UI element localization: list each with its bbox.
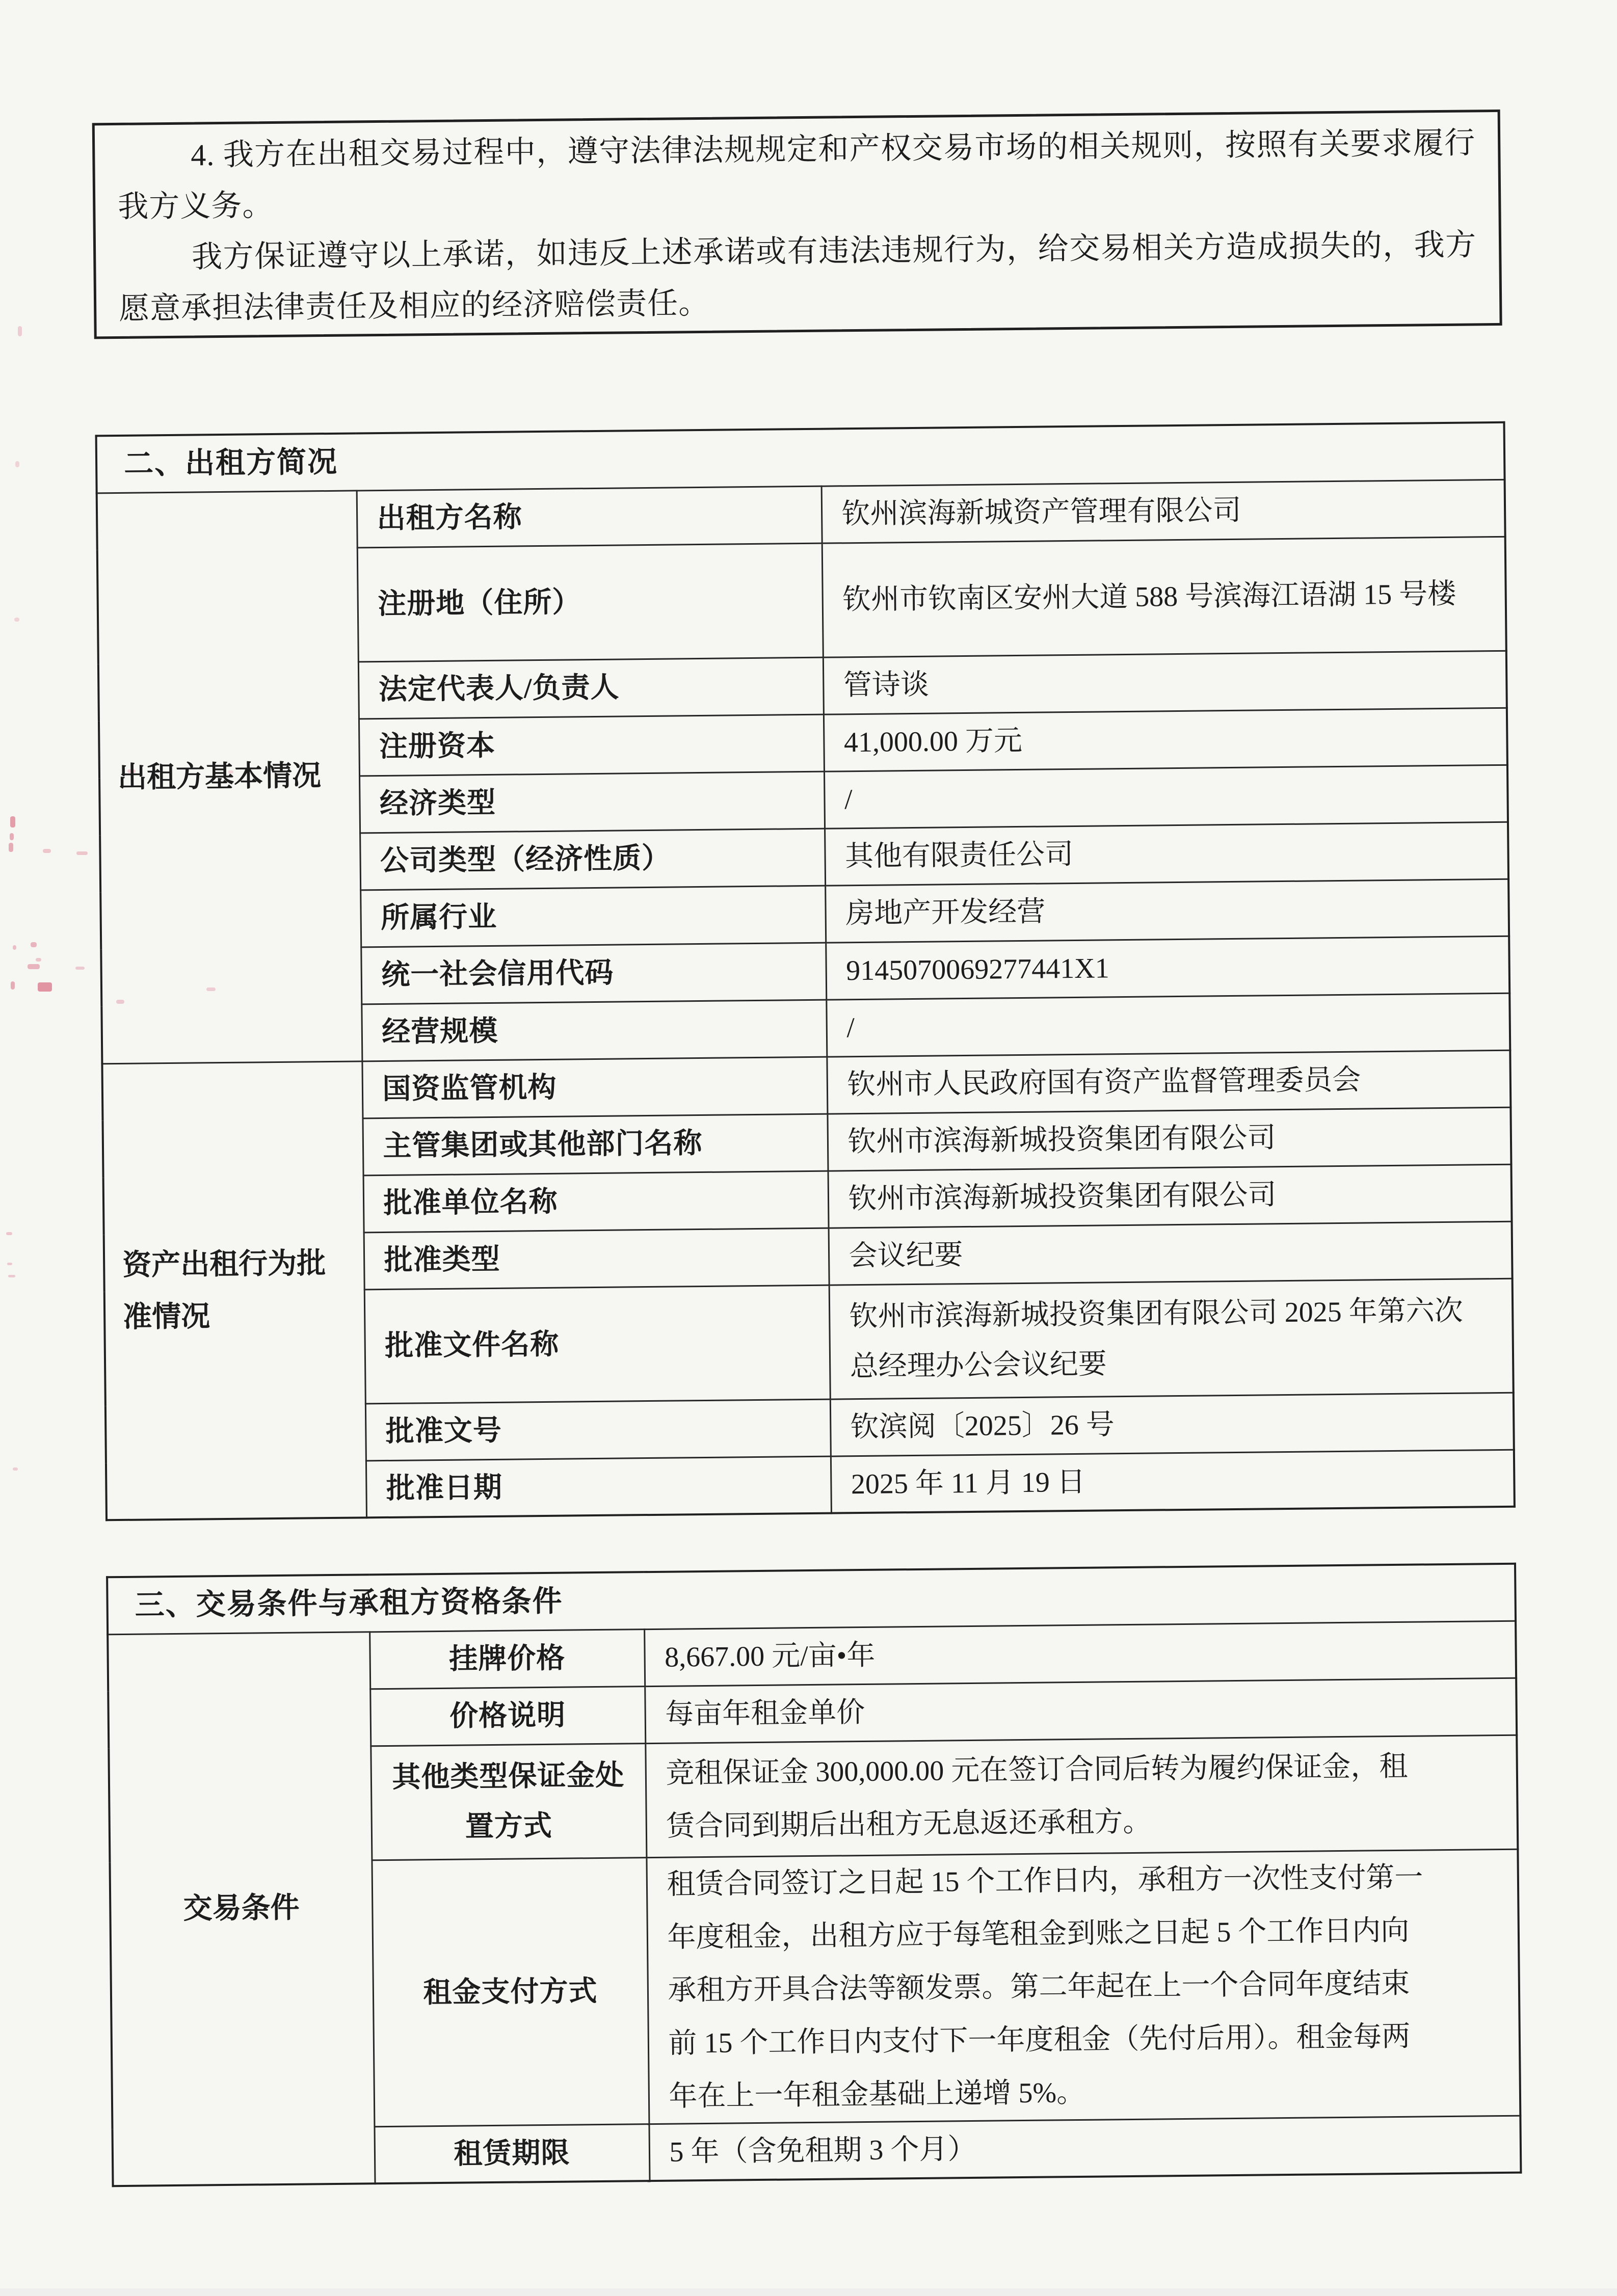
row-label-cell: 经营规模 [361,1000,827,1061]
row-value-cell: 钦州市滨海新城投资集团有限公司 2025 年第六次总经理办公会议纪要 [829,1278,1514,1399]
group-label-cell: 资产出租行为批准情况 [102,1061,366,1520]
row-value-cell: 管诗谈 [823,651,1507,714]
row-value-cell: 2025 年 11 月 19 日 [831,1450,1515,1513]
row-value-cell: / [826,993,1510,1057]
row-label-cell: 公司类型（经济性质） [360,829,825,890]
row-label-cell: 主管集团或其他部门名称 [362,1114,828,1176]
row-label-cell: 租赁期限 [374,2124,649,2183]
group-label-cell: 出租方基本情况 [97,490,362,1063]
row-value-cell: 其他有限责任公司 [825,822,1508,886]
row-label-cell: 注册地（住所） [357,543,823,662]
row-value-cell: 41,000.00 万元 [824,708,1507,771]
commitment-paragraph-1: 4. 我方在出租交易过程中，遵守法律法规规定和产权交易市场的相关规则，按照有关要求履行我方义务。 [117,126,1476,224]
row-value-cell: 5 年（含免租期 3 个月） [649,2116,1521,2181]
row-value-cell: 钦州市人民政府国有资产监督管理委员会 [827,1050,1510,1114]
row-value-cell: 租赁合同签订之日起 15 个工作日内，承租方一次性支付第一年度租金，出租方应于每笔租金到账之日起 5 个工作日内向承租方开具合法等额发票。第二年起在上一个合同年度结束前 15 个工作日内支付下一年度租金（先付后用）。租金每两年在上一年租金基础上递增 5%。 [646,1849,1520,2124]
row-value-cell: 会议纪要 [829,1221,1513,1285]
row-label-cell: 统一社会信用代码 [361,943,826,1004]
row-label-cell: 价格说明 [370,1686,645,1746]
row-label-cell: 国资监管机构 [362,1057,827,1118]
transaction-conditions-table [106,1563,1522,2187]
row-value-cell: 钦州市滨海新城投资集团有限公司 [828,1164,1512,1228]
row-label-cell: 所属行业 [360,886,826,947]
row-label-cell: 出租方名称 [357,486,822,548]
row-label-cell: 其他类型保证金处置方式 [370,1743,646,1860]
section-title: 三、交易条件与承租方资格条件 [107,1564,1516,1635]
row-value-cell: 钦滨阅〔2025〕26 号 [830,1393,1514,1456]
row-label-cell: 注册资本 [359,714,824,776]
row-value-cell: 房地产开发经营 [825,879,1509,943]
row-value-cell: 8,667.00 元/亩•年 [644,1621,1516,1686]
row-label-cell: 租金支付方式 [372,1857,649,2126]
row-value-cell: 9145070069277441X1 [826,936,1509,1000]
row-label-cell: 经济类型 [359,771,825,833]
row-label-cell: 批准单位名称 [363,1171,829,1233]
row-value-cell: 钦州市钦南区安州大道 588 号滨海江语湖 15 号楼 [822,537,1506,657]
row-label-cell: 批准类型 [364,1228,829,1290]
commitment-box [92,110,1502,339]
row-label-cell: 批准日期 [366,1456,831,1518]
row-value-cell: 竞租保证金 300,000.00 元在签订合同后转为履约保证金，租赁合同到期后出租方无息返还承租方。 [645,1735,1518,1857]
section-title: 二、出租方简况 [96,422,1505,493]
lessor-profile-table [95,421,1516,1521]
row-label-cell: 法定代表人/负责人 [358,657,824,719]
row-value-cell: 钦州市滨海新城投资集团有限公司 [827,1107,1511,1171]
row-value-cell: 钦州滨海新城资产管理有限公司 [821,479,1505,543]
row-label-cell: 批准文件名称 [364,1285,830,1404]
group-label-cell: 交易条件 [108,1632,375,2186]
row-label-cell: 批准文号 [365,1399,831,1461]
row-value-cell: / [824,765,1508,829]
commitment-paragraph-2: 我方保证遵守以上承诺，如违反上述承诺或有违法违规行为，给交易相关方造成损失的，我方愿意承担法律责任及相应的经济赔偿责任。 [118,228,1477,326]
row-value-cell: 每亩年租金单价 [645,1678,1517,1743]
row-label-cell: 挂牌价格 [369,1629,645,1689]
